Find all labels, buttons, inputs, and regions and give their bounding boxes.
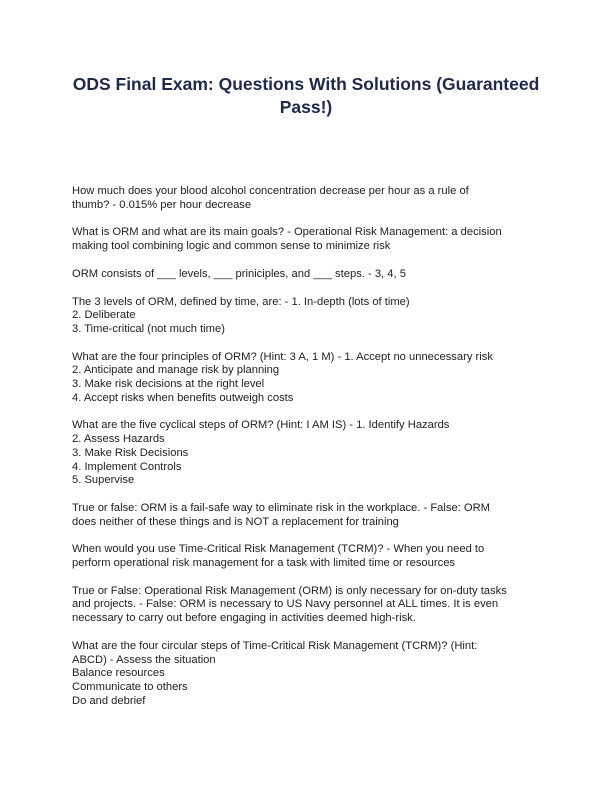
qa-line: True or False: Operational Risk Management (ORM) is only necessary for on-duty tasks (72, 584, 507, 597)
qa-line: does neither of these things and is NOT a replacement for training (72, 515, 399, 528)
qa-paragraph (72, 185, 542, 212)
qa-line: 5. Supervise (72, 474, 135, 487)
qa-line: What are the five cyclical steps of ORM? (Hint: I AM IS) - 1. Identify Hazards (72, 419, 450, 432)
qa-paragraph (72, 543, 542, 570)
qa-line: 3. Time-critical (not much time) (72, 322, 225, 335)
document-title (60, 73, 552, 119)
qa-line: and projects. - False: ORM is necessary to US Navy personnel at ALL times. It is even (72, 598, 499, 611)
qa-line: The 3 levels of ORM, defined by time, are: - 1. In-depth (lots of time) (72, 295, 410, 308)
qa-line: 3. Make Risk Decisions (72, 446, 189, 459)
qa-line: making tool combining logic and common sense to minimize risk (72, 240, 391, 253)
qa-paragraph (72, 640, 542, 709)
qa-paragraph (72, 268, 542, 282)
qa-line: What are the four circular steps of Time-Critical Risk Management (TCRM)? (Hint: (72, 639, 478, 652)
title-line-1: ODS Final Exam: Questions With Solutions (Guaranteed (72, 74, 540, 94)
qa-line: necessary to carry out before engaging in activities deemed high-risk. (72, 612, 416, 625)
qa-line: 2. Anticipate and manage risk by planning (72, 364, 280, 377)
qa-line: 2. Deliberate (72, 309, 136, 322)
qa-list (72, 185, 542, 722)
qa-line: perform operational risk management for a task with limited time or resources (72, 557, 456, 570)
qa-line: 3. Make risk decisions at the right level (72, 378, 265, 391)
qa-line: ORM consists of ___ levels, ___ priniciples, and ___ steps. - 3, 4, 5 (72, 267, 406, 280)
qa-paragraph (72, 585, 542, 626)
qa-line: True or false: ORM is a fail-safe way to eliminate risk in the workplace. - False: ORM (72, 501, 491, 514)
qa-line: Do and debrief (72, 694, 146, 707)
qa-paragraph (72, 296, 542, 337)
qa-paragraph (72, 226, 542, 253)
qa-line: When would you use Time-Critical Risk Management (TCRM)? - When you need to (72, 543, 485, 556)
qa-line: How much does your blood alcohol concentration decrease per hour as a rule of (72, 185, 469, 197)
qa-paragraph (72, 351, 542, 406)
qa-line: 2. Assess Hazards (72, 433, 165, 446)
qa-line: What is ORM and what are its main goals? - Operational Risk Management: a decision (72, 226, 502, 239)
qa-line: Communicate to others (72, 680, 188, 693)
qa-line: 4. Accept risks when benefits outweigh costs (72, 391, 294, 404)
qa-line: ABCD) - Assess the situation (72, 653, 216, 666)
qa-paragraph (72, 502, 542, 529)
qa-line: What are the four principles of ORM? (Hint: 3 A, 1 M) - 1. Accept no unnecessary risk (72, 350, 493, 363)
title-line-2: Pass!) (279, 97, 333, 117)
qa-line: 4. Implement Controls (72, 460, 182, 473)
qa-line: thumb? - 0.015% per hour decrease (72, 198, 252, 211)
qa-paragraph (72, 419, 542, 488)
qa-line: Balance resources (72, 667, 165, 680)
